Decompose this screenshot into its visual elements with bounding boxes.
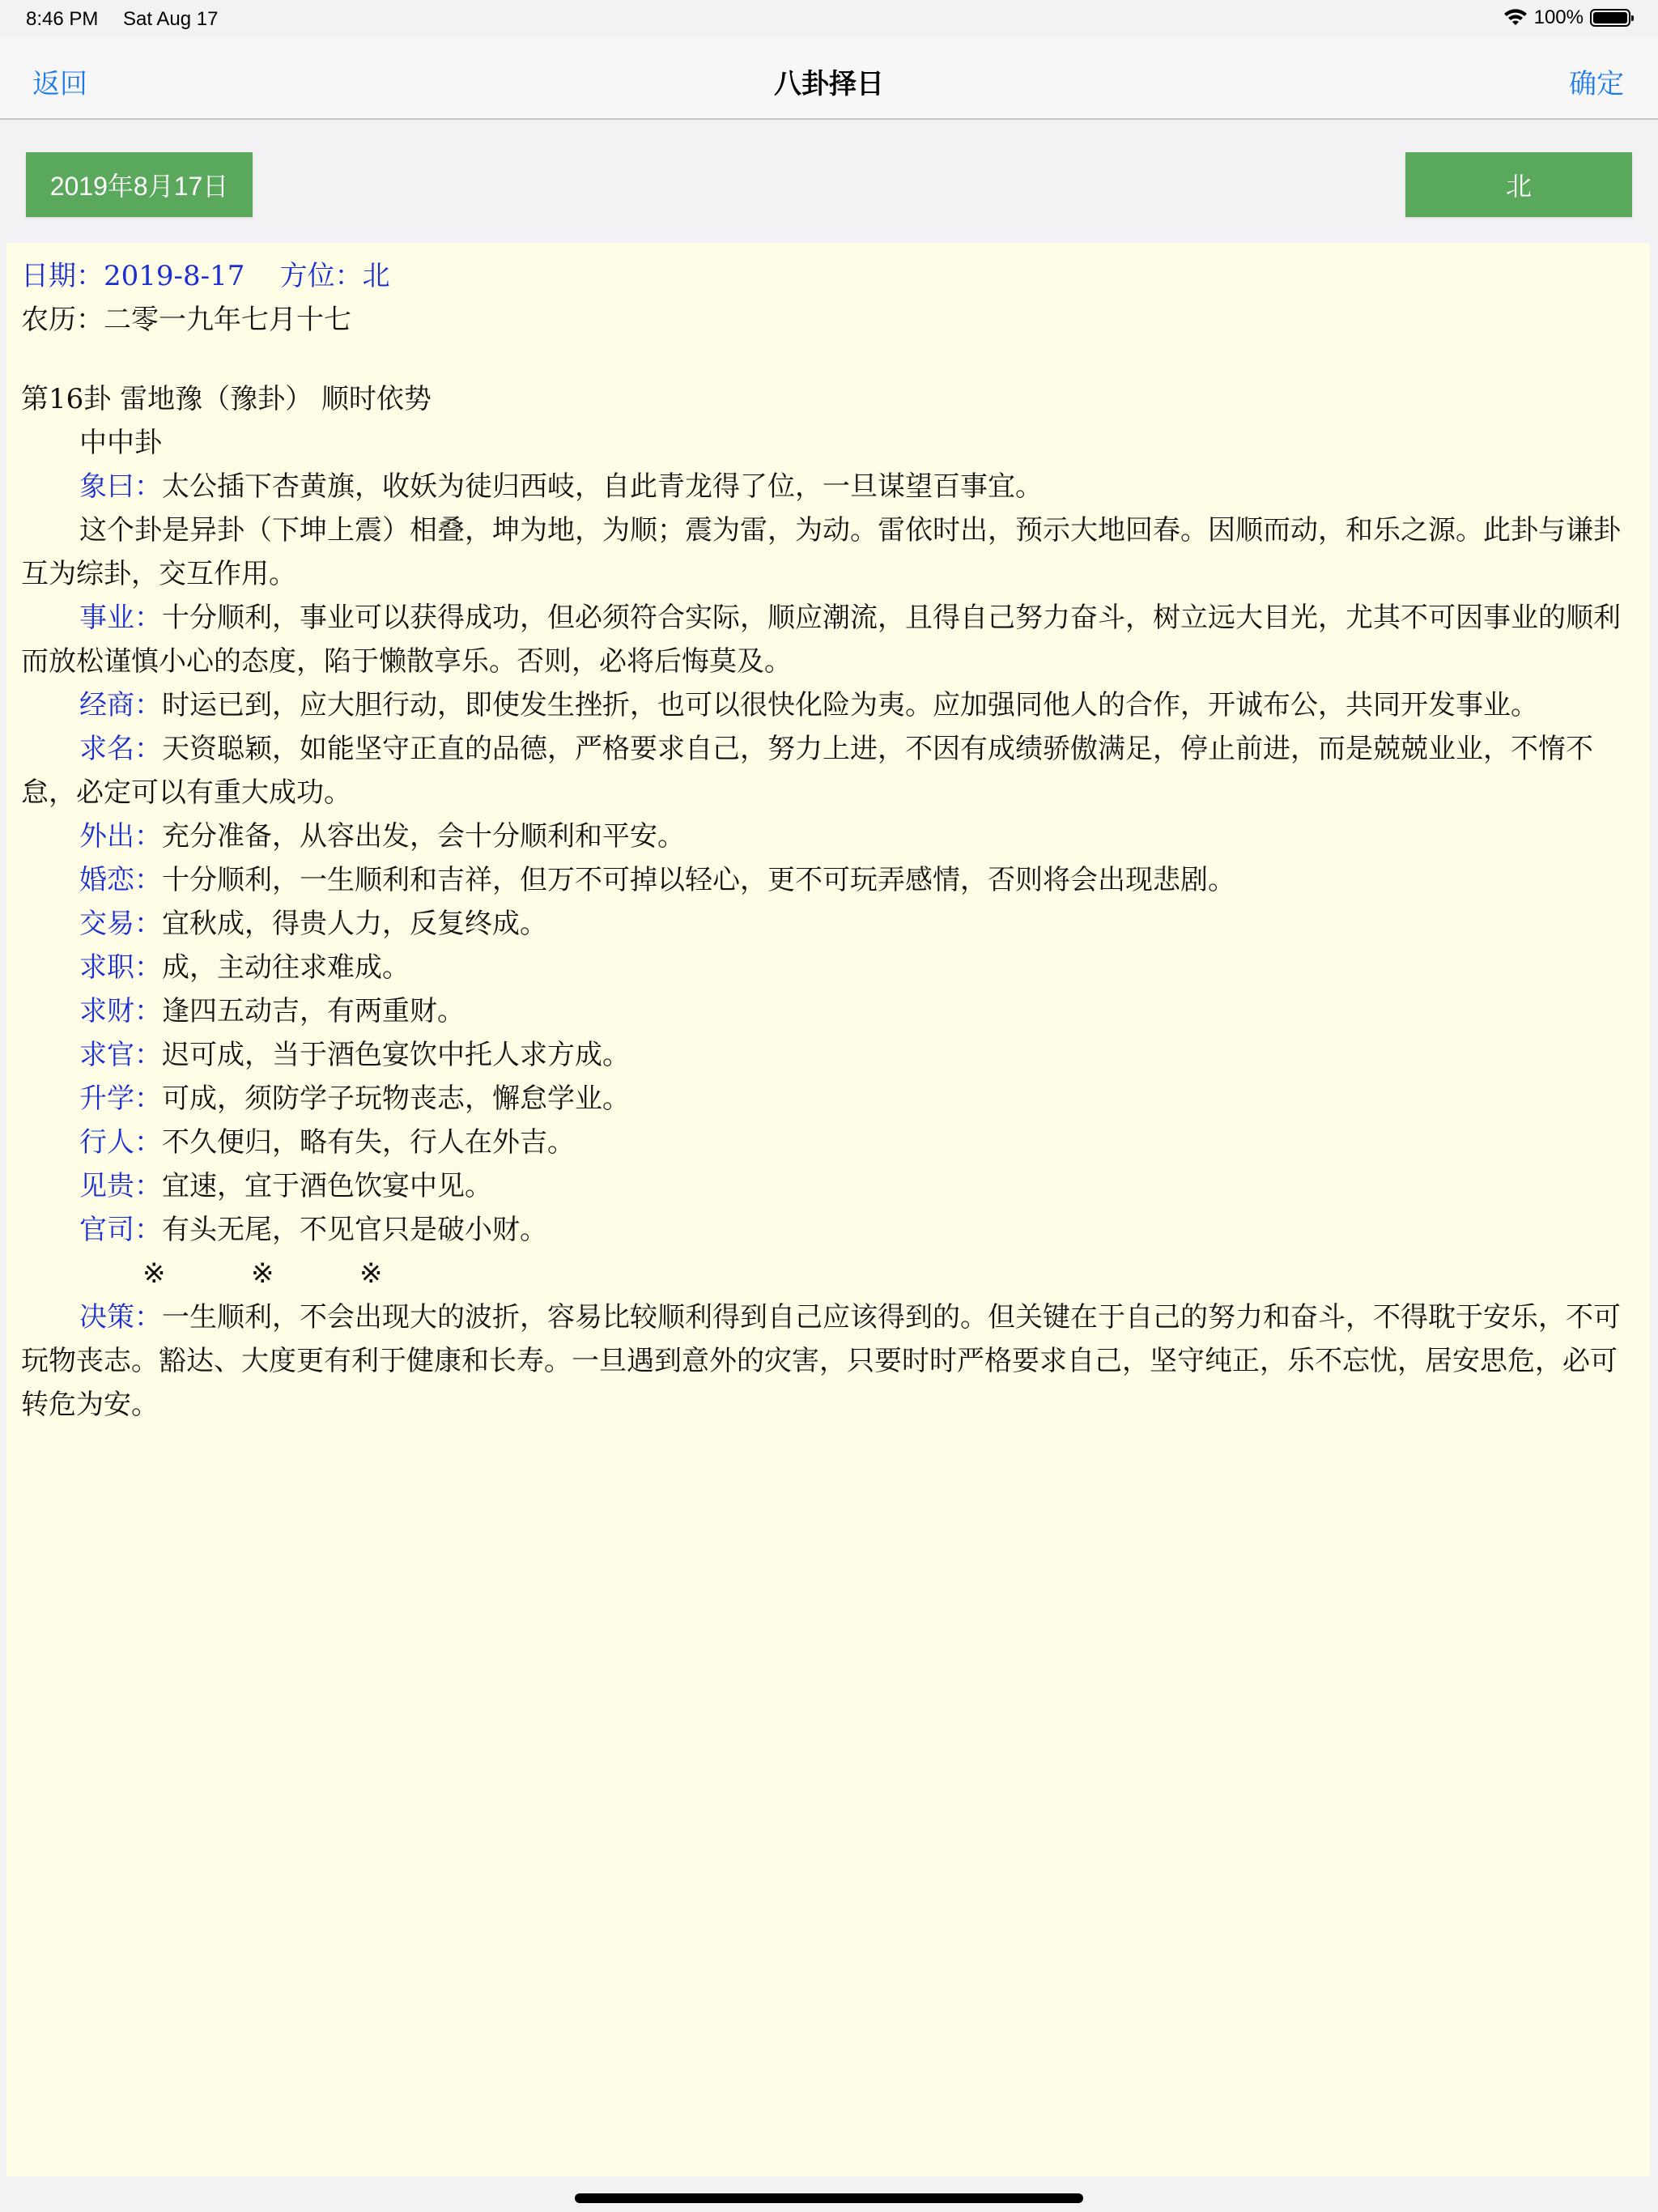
direction-picker-button[interactable]: 北 <box>1405 152 1632 217</box>
fortune-item-text: 天资聪颖，如能坚守正直的品德，严格要求自己，努力上进，不因有成绩骄傲满足，停止前进，而是兢兢业业，不惰不怠，必定可以有重大成功。 <box>21 733 1593 809</box>
fortune-item-text: 时运已到，应大胆行动，即使发生挫折，也可以很快化险为夷。应加强同他人的合作，开诚布公，共同开发事业。 <box>162 689 1538 721</box>
fortune-item-label: 事业： <box>79 602 162 634</box>
xiang-label: 象曰： <box>79 470 162 503</box>
fortune-item-label: 求职： <box>79 951 162 984</box>
fortune-item-label: 外出： <box>79 820 162 853</box>
home-indicator <box>575 2193 1083 2203</box>
xiang-line <box>21 465 1635 508</box>
fortune-item-text: 可成，须防学子玩物丧志，懈怠学业。 <box>162 1083 630 1115</box>
fortune-item <box>21 1121 1635 1164</box>
fortune-item-label: 见贵： <box>79 1170 162 1202</box>
fortune-item <box>21 815 1635 858</box>
fortune-item <box>21 727 1635 815</box>
date-picker-button[interactable]: 2019年8月17日 <box>26 152 253 217</box>
fortune-item-label: 交易： <box>79 908 162 940</box>
decision-text: 一生顺利，不会出现大的波折，容易比较顺利得到自己应该得到的。但关键在于自己的努力和奋斗，不得耽于安乐，不可玩物丧志。豁达、大度更有利于健康和长寿。一旦遇到意外的灾害，只要时时严格要求自己，坚守纯正，乐不忘忧，居安思危，必可转危为安。 <box>21 1301 1621 1421</box>
status-indicators <box>1503 6 1630 29</box>
decision-label: 决策： <box>79 1301 162 1334</box>
separator-line <box>21 1252 1635 1295</box>
page-title: 八卦择日 <box>774 68 884 100</box>
fortune-item-text: 迟可成，当于酒色宴饮中托人求方成。 <box>162 1039 630 1071</box>
fortune-item <box>21 1208 1635 1252</box>
status-time: 8:46 PM <box>26 8 99 30</box>
fortune-item-label: 行人： <box>79 1126 162 1159</box>
xiang-text: 太公插下杏黄旗，收妖为徒归西岐，自此青龙得了位，一旦谋望百事宜。 <box>162 470 1043 503</box>
fortune-item-text: 宜速，宜于酒色饮宴中见。 <box>162 1170 492 1202</box>
fortune-item-label: 经商： <box>79 689 162 721</box>
fortune-items <box>21 596 1635 1252</box>
result-text-panel <box>6 243 1650 2176</box>
fortune-item-text: 十分顺利，一生顺利和吉祥，但万不可掉以轻心，更不可玩弄感情，否则将会出现悲剧。 <box>162 864 1235 896</box>
fortune-item-label: 求名： <box>79 733 162 765</box>
fortune-item <box>21 1164 1635 1208</box>
fortune-item-label: 婚恋： <box>79 864 162 896</box>
fortune-item <box>21 1033 1635 1077</box>
fortune-item-text: 十分顺利，事业可以获得成功，但必须符合实际，顺应潮流，且得自己努力奋斗，树立远大目光，尤其不可因事业的顺利而放松谨慎小心的态度，陷于懒散享乐。否则，必将后悔莫及。 <box>21 602 1621 678</box>
status-date: Sat Aug 17 <box>123 8 219 30</box>
fortune-item-text: 充分准备，从容出发，会十分顺利和平安。 <box>162 820 685 853</box>
fortune-item <box>21 989 1635 1033</box>
decision-line <box>21 1295 1635 1427</box>
battery-icon <box>1590 9 1630 27</box>
fortune-item <box>21 902 1635 946</box>
fortune-item-label: 升学： <box>79 1083 162 1115</box>
date-label: 日期： <box>21 260 104 292</box>
fortune-item <box>21 596 1635 683</box>
direction-value: 北 <box>362 260 390 292</box>
fortune-item-label: 求官： <box>79 1039 162 1071</box>
wifi-icon <box>1503 9 1528 27</box>
fortune-item <box>21 1077 1635 1121</box>
direction-label: 方位： <box>279 260 363 292</box>
separator-mark: ※ <box>142 1257 166 1290</box>
hexagram-rank: 中中卦 <box>79 427 162 459</box>
fortune-item-text: 成，主动往求难成。 <box>162 951 410 984</box>
fortune-item-label: 官司： <box>79 1214 162 1246</box>
navigation-bar <box>0 37 1658 120</box>
confirm-button[interactable]: 确定 <box>1569 68 1624 100</box>
battery-percent: 100% <box>1533 6 1584 28</box>
fortune-item-label: 求财： <box>79 995 162 1027</box>
date-value: 2019-8-17 <box>104 260 245 292</box>
fortune-item-text: 有头无尾，不见官只是破小财。 <box>162 1214 547 1246</box>
hexagram-title: 第16卦 雷地豫（豫卦） 顺时依势 <box>21 383 432 415</box>
fortune-item <box>21 858 1635 902</box>
back-button[interactable]: 返回 <box>32 68 87 100</box>
fortune-item-text: 不久便归，略有失，行人在外吉。 <box>162 1126 575 1159</box>
fortune-item-text: 逢四五动吉，有两重财。 <box>162 995 465 1027</box>
hexagram-explanation: 这个卦是异卦（下坤上震）相叠，坤为地，为顺；震为雷，为动。雷依时出，预示大地回春。因顺而动，和乐之源。此卦与谦卦互为综卦，交互作用。 <box>21 514 1621 590</box>
fortune-item <box>21 946 1635 989</box>
fortune-item-text: 宜秋成，得贵人力，反复终成。 <box>162 908 547 940</box>
separator-mark: ※ <box>359 1257 383 1290</box>
fortune-item <box>21 683 1635 727</box>
date-direction-line <box>21 254 1635 298</box>
lunar-date: 农历：二零一九年七月十七 <box>21 304 351 336</box>
separator-mark: ※ <box>251 1257 274 1290</box>
status-bar <box>0 0 1658 37</box>
